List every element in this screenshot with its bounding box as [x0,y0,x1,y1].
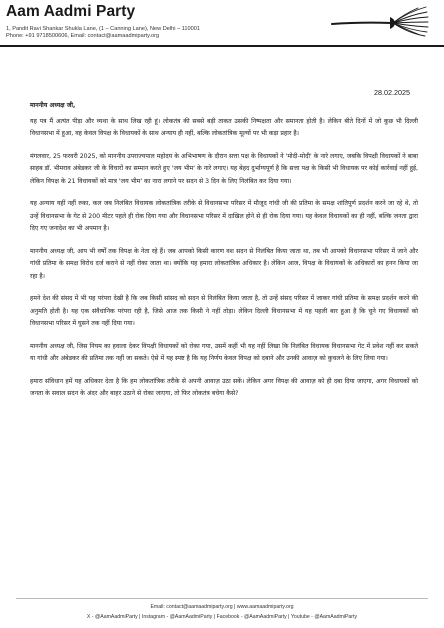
letter-paragraph: मंगलवार, 25 फरवरी 2025, को माननीय उपराज्यपाल महोदय के अभिभाषण के दौरान सत्ता पक्ष के विधायकों ने 'मोदी-मोदी' के नारे लगाए, जबकि विपक्षी विधायकों ने बाबा साहब डॉ. भीमराव अंबेडकर जी के विचारों का सम्मान करते हुए 'जय भीम' के नारे लगाए। यह बेहद दुर्भाग्यपूर्ण है कि सत्ता पक्ष के किसी भी विधायक पर कोई कार्रवाई नहीं हुई, लेकिन विपक्ष के 21 विधायकों को मात्र 'जय भीम' का नारा लगाने पर सदन से 3 दिन के लिए निलंबित कर दिया गया। [30,152,418,185]
header-divider [0,45,444,47]
letter-date: 28.02.2025 [374,88,410,97]
letter-paragraph: हमने देश की संसद में भी यह परंपरा देखी है कि जब किसी सांसद को सदन से निलंबित किया जाता है, तो उन्हें संसद परिसर में जाकर गांधी प्रतिमा के समक्ष प्रदर्शन करने की अनुमति होती है। यह एक संवैधानिक परंपरा रही है, जिसे आज तक किसी ने नहीं तोड़ा। लेकिन दिल्ली विधानसभा में यह पहली बार हुआ है कि चुने गए विधायकों को विधानसभा परिसर में घुसने तक नहीं दिया गया। [30,295,418,327]
footer-divider [16,598,428,599]
party-contact: Phone: +91 9718500606, Email: contact@aamaadmiparty.org [6,33,160,39]
letter-paragraph: माननीय अध्यक्ष जी, जिस नियम का हवाला देकर विपक्षी विधायकों को रोका गया, उसमें कहीं भी यह नहीं लिखा कि निलंबित विधायक विधानसभा गेट में प्रवेश नहीं कर सकते या गांधी और अंबेडकर की प्रतिमा तक नहीं जा सकते। ऐसे में यह स्पष्ट है कि यह निर्णय केवल विपक्ष को दबाने और उनकी आवाज़ को कुचलने के लिए लिया गया। [30,342,418,362]
footer-contact: Email: contact@aamaadmiparty.org | www.aamaadmiparty.org [150,604,294,610]
letter-paragraph: हमारा संविधान हमें यह अधिकार देता है कि हम लोकतांत्रिक तरीके से अपनी आवाज़ उठा सकें। लेकिन अगर विपक्ष की आवाज़ को ही दबा दिया जाएगा, अगर विधायकों को जनता के सवाल सदन के अंदर और बाहर उठाने से रोका जाएगा, तो फिर लोकतंत्र बचेगा कैसे? [30,377,418,397]
letterhead [0,0,444,50]
party-name: Aam Aadmi Party [6,3,136,20]
footer-social-handles: X - @AamAadmiParty | Instagram - @AamAadmiParty | Facebook - @AamAadmiParty | Youtube - @AamAadmiParty [86,614,358,620]
letter-paragraph: यह पत्र मैं अत्यंत पीड़ा और व्यथा के साथ लिख रही हूं। लोकतंत्र की सबसे बड़ी ताकत उसकी निष्पक्षता और समानता होती है। लेकिन बीते दिनों में जो कुछ भी दिल्ली विधानसभा में हुआ, वह केवल विपक्ष के विधायकों के साथ अन्याय ही नहीं, बल्कि लोकतांत्रिक मूल्यों पर भी कड़ा प्रहार है। [30,117,418,137]
letter-paragraph: माननीय अध्यक्ष जी, आप भी वर्षों तक विपक्ष के नेता रहे हैं। जब आपको किसी कारण वश सदन से निलंबित किया जाता था, तब भी आपको विधानसभा परिसर में जाने और गांधी प्रतिमा के समक्ष विरोध दर्ज कराने से नहीं रोका जाता था। क्योंकि यह हमारा लोकतांत्रिक अधिकार है। लेकिन आज, विपक्ष के विधायकों के अधिकारों का हनन किया जा रहा है। [30,247,418,280]
salutation: माननीय अध्यक्ष जी, [30,102,76,109]
letter-body [30,100,418,411]
letter-paragraph: यह अन्याय यहीं नहीं रुका, कल जब निलंबित विधायक लोकतांत्रिक तरीके से विधानसभा परिसर में मौजूद गांधी जी की प्रतिमा के समक्ष शांतिपूर्ण प्रदर्शन करने जा रहे थे, तो उन्हें विधानसभा के गेट से 200 मीटर पहले ही रोक दिया गया और विधानसभा परिसर में दाखिल होने से ही रोक दिया गया। यह केवल विधायकों का ही नहीं, बल्कि जनता द्वारा दिए गए जनादेश का भी अपमान है। [30,200,418,232]
broom-logo-icon [330,4,430,38]
party-address: 1, Pandit Ravi Shankar Shukla Lane, (1 – Canning Lane), New Delhi – 110001 [6,26,200,32]
